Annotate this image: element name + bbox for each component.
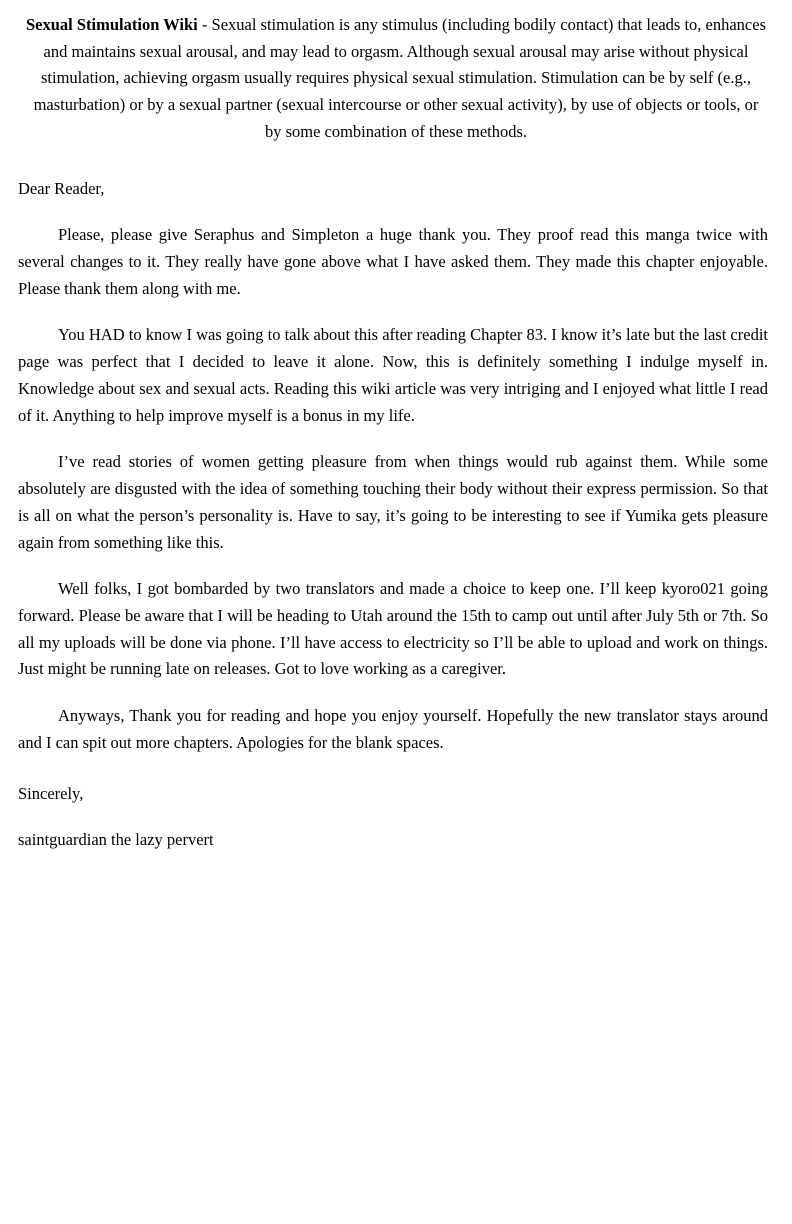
intro-paragraph bbox=[24, 12, 768, 146]
body-paragraph-2: You HAD to know I was going to talk about this after reading Chapter 83. I know it’s late but the last credit page was perfect that I decided to leave it alone. Now, this is definitely something I indulge myself in. Knowledge about sex and sexual acts. Reading this wiki article was very intriging and I enjoyed what little I read of it. Anything to help improve myself is a bonus in my life. bbox=[18, 325, 768, 425]
intro-separator: - bbox=[197, 15, 212, 34]
body-paragraph-5: Anyways, Thank you for reading and hope you enjoy yourself. Hopefully the new translator stays around and I can spit out more chapters. Apologies for the blank spaces. bbox=[18, 706, 768, 752]
signature: saintguardian the lazy pervert bbox=[18, 830, 214, 850]
intro-body: Sexual stimulation is any stimulus (including bodily contact) that leads to, enhances and maintains sexual arousal, and may lead to orgasm. Although sexual arousal may arise without physical stimulation, achieving orgasm usually requires physical sexual stimulation. Stimulation can be by self (e.g., masturbation) or by a sexual partner (sexual intercourse or other sexual activity), by use of objects or tools, or by some combination of these methods. bbox=[33, 15, 766, 141]
body-paragraph-1: Please, please give Seraphus and Simpleton a huge thank you. They proof read this manga twice with several changes to it. They really have gone above what I have asked them. They made this chapter enjoyable. Please thank them along with me. bbox=[18, 225, 768, 298]
salutation: Dear Reader, bbox=[18, 178, 105, 198]
body-paragraph-4: Well folks, I got bombarded by two translators and made a choice to keep one. I’ll keep kyoro021 going forward. Please be aware that I will be heading to Utah around the 15th to camp out until after July 5th or 7th. So all my uploads will be done via phone. I’ll have access to electricity so I’ll be able to upload and work on things. Just might be running late on releases. Got to love working as a caregiver. bbox=[18, 579, 768, 679]
intro-lead: Sexual Stimulation Wiki bbox=[25, 15, 198, 34]
body-paragraph-3: I’ve read stories of women getting pleasure from when things would rub against them. While some absolutely are disgusted with the idea of something touching their body without their express permission. So that is all on what the person’s personality is. Have to say, it’s going to be interesting to see if Yumika gets pleasure again from something like this. bbox=[18, 452, 768, 552]
closing: Sincerely, bbox=[18, 783, 84, 803]
